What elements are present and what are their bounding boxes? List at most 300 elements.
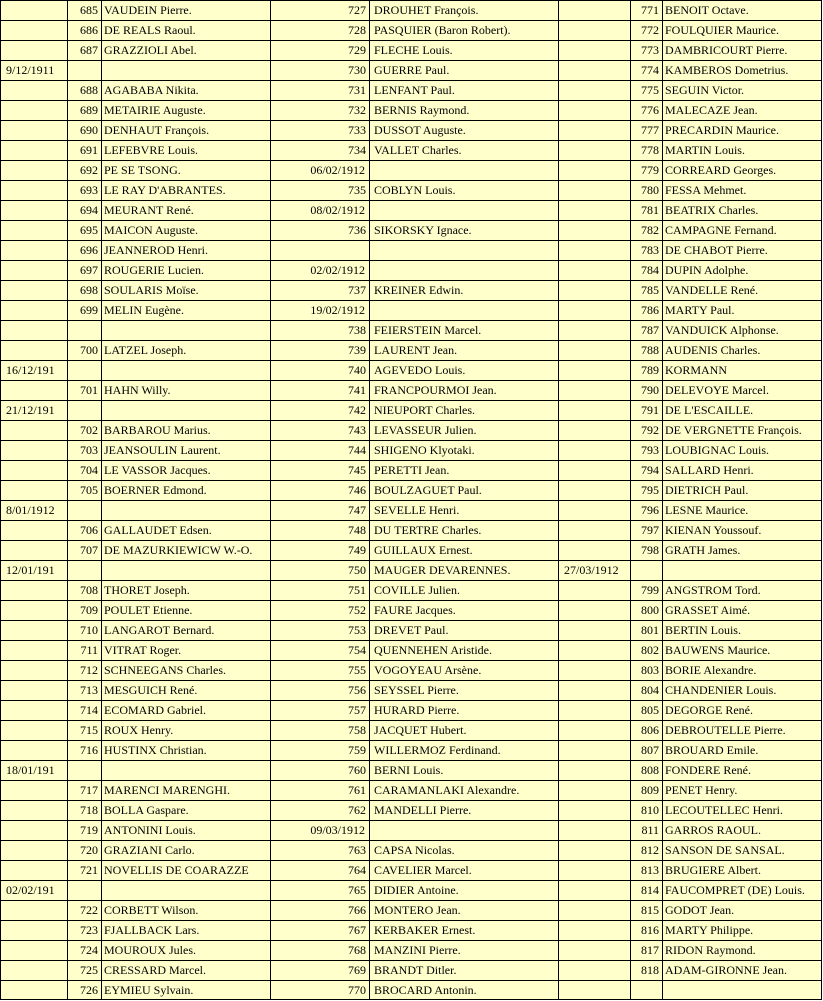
entry-name: PERETTI Jean. [374,463,450,477]
entry-name: ADAM-GIRONNE Jean. [665,963,787,977]
entry-name: DREVET Paul. [374,623,449,637]
entry-name: BROCARD Antonin. [374,983,477,997]
entry-date [558,60,630,80]
entry-number: 763 [348,843,366,857]
entry-date [0,900,67,920]
entry-name: CAMPAGNE Fernand. [665,223,777,237]
entry-number: 805 [641,703,659,717]
entry-name: HUSTINX Christian. [104,743,207,757]
entry-number [337,200,369,220]
entry-name: GRATH James. [665,543,741,557]
row-divider [0,960,822,961]
entry-date [558,640,630,660]
entry-date [558,300,630,320]
entry-date [558,980,630,1000]
entry-number: 777 [641,123,659,137]
entry-number: 809 [641,783,659,797]
entry-number: 702 [80,423,98,437]
entry-number: 812 [641,843,659,857]
entry-name: BENOIT Octave. [665,3,749,17]
entry-number: 746 [348,483,366,497]
entry-date [0,480,67,500]
entry-name: MARENCI MARENGHI. [104,783,230,797]
entry-date [558,340,630,360]
row-divider [0,620,822,621]
entry-name: CORREARD Georges. [665,163,777,177]
entry-number: 708 [80,583,98,597]
entry-name: LAURENT Jean. [374,343,458,357]
entry-date [558,400,630,420]
entry-number: 723 [80,923,98,937]
entry-number: 750 [348,563,366,577]
entry-date [558,860,630,880]
entry-date [558,440,630,460]
entry-number [67,880,101,900]
entry-number [337,160,369,180]
entry-number: 749 [348,543,366,557]
entry-number: 767 [348,923,366,937]
entry-date [0,980,67,1000]
entry-date [0,620,67,640]
entry-number: 815 [641,903,659,917]
entry-date [0,660,67,680]
entry-name: CAPSA Nicolas. [374,843,455,857]
entry-name: DEBROUTELLE Pierre. [665,723,786,737]
entry-name: BOLLA Gaspare. [104,803,189,817]
entry-date [558,840,630,860]
entry-name: LATZEL Joseph. [104,343,187,357]
entry-name: SALLARD Henri. [665,463,754,477]
entry-date [558,100,630,120]
entry-date [0,780,67,800]
entry-name: KIENAN Youssouf. [665,523,762,537]
entry-name: FLECHE Louis. [374,43,453,57]
row-divider [0,80,822,81]
entry-number: 759 [348,743,366,757]
entry-name: FOULQUIER Maurice. [665,23,779,37]
entry-name [662,560,822,580]
entry-date [0,40,67,60]
entry-name: BOERNER Edmond. [104,483,207,497]
entry-number: 751 [348,583,366,597]
entry-number: 765 [348,883,366,897]
row-divider [0,400,822,401]
entry-date: 12/01/191 [6,563,55,577]
row-divider [0,0,822,1]
row-divider [0,40,822,41]
entry-date [0,280,67,300]
entry-number: 693 [80,183,98,197]
row-divider [0,800,822,801]
row-divider [0,300,822,301]
entry-date: 09/03/1912 [310,823,365,837]
entry-number: 753 [348,623,366,637]
row-divider [0,820,822,821]
entry-date [558,780,630,800]
entry-number: 729 [348,43,366,57]
entry-name [371,300,558,320]
entry-name: LECOUTELLEC Henri. [665,803,783,817]
entry-number: 793 [641,443,659,457]
entry-date [558,0,630,20]
entry-name: EYMIEU Sylvain. [104,983,194,997]
row-divider [0,140,822,141]
entry-number: 789 [641,363,659,377]
entry-number: 783 [641,243,659,257]
entry-number: 818 [641,963,659,977]
entry-number: 704 [80,463,98,477]
entry-date [0,600,67,620]
entry-name: AGABABA Nikita. [104,83,199,97]
entry-number: 791 [641,403,659,417]
entry-number: 732 [348,103,366,117]
entry-name: POULET Etienne. [104,603,193,617]
entry-name: DROUHET François. [374,3,479,17]
entry-date [0,140,67,160]
entry-name: DIDIER Antoine. [374,883,459,897]
entry-name: SOULARIS Moïse. [104,283,199,297]
entry-number: 797 [641,523,659,537]
entry-number: 770 [348,983,366,997]
entry-number: 760 [348,763,366,777]
entry-name: FAUCOMPRET (DE) Louis. [665,883,805,897]
entry-number: 703 [80,443,98,457]
entry-name: SEYSSEL Pierre. [374,683,459,697]
entry-name [371,200,558,220]
entry-name: LENFANT Paul. [374,83,455,97]
entry-number: 762 [348,803,366,817]
entry-name: MALECAZE Jean. [665,103,758,117]
entry-number [67,320,101,340]
entry-number: 740 [348,363,366,377]
entry-number: 792 [641,423,659,437]
entry-name: VANDUICK Alphonse. [665,323,779,337]
entry-date [0,420,67,440]
entry-name [101,500,270,520]
entry-name: ROUGERIE Lucien. [104,263,204,277]
entry-name: BEATRIX Charles. [665,203,759,217]
entry-name: KREINER Edwin. [374,283,464,297]
entry-date [558,740,630,760]
entry-number [67,760,101,780]
entry-date [558,680,630,700]
entry-date [558,580,630,600]
entry-number: 730 [348,63,366,77]
entry-number: 817 [641,943,659,957]
entry-name: GALLAUDET Edsen. [104,523,212,537]
row-divider [0,840,822,841]
entry-date [0,680,67,700]
entry-date [0,320,67,340]
entry-date [0,460,67,480]
row-divider [0,200,822,201]
entry-date [558,540,630,560]
entry-name: VALLET Charles. [374,143,462,157]
entry-number: 798 [641,543,659,557]
entry-name: MAUGER DEVARENNES. [374,563,511,577]
entry-number: 810 [641,803,659,817]
entry-name: GRAZIANI Carlo. [104,843,195,857]
entry-number: 695 [80,223,98,237]
entry-date [0,80,67,100]
entry-name: HAHN Willy. [104,383,171,397]
entry-number: 799 [641,583,659,597]
entry-name: LE VASSOR Jacques. [104,463,211,477]
entry-date [0,0,67,20]
entry-name: VANDELLE René. [665,283,759,297]
entry-name: MANDELLI Pierre. [374,803,472,817]
row-divider [0,940,822,941]
entry-name: MOUROUX Jules. [104,943,197,957]
entry-number: 800 [641,603,659,617]
entry-name: THORET Joseph. [104,583,190,597]
entry-name: DE REALS Raoul. [104,23,196,37]
entry-name: FONDERE René. [665,763,751,777]
entry-name [101,60,270,80]
entry-number: 736 [348,223,366,237]
entry-name [371,160,558,180]
entry-name: ANTONINI Louis. [104,823,196,837]
entry-name [101,880,270,900]
entry-number: 694 [80,203,98,217]
entry-date [0,720,67,740]
entry-number: 795 [641,483,659,497]
entry-number: 733 [348,123,366,137]
row-divider [0,100,822,101]
entry-number: 685 [80,3,98,17]
entry-name [371,240,558,260]
entry-name: AGEVEDO Louis. [374,363,466,377]
row-divider [0,60,822,61]
entry-number: 688 [80,83,98,97]
entry-name: MONTERO Jean. [374,903,461,917]
entry-name [371,820,558,840]
entry-name: DEGORGE René. [665,703,753,717]
entry-date [558,700,630,720]
entry-number: 774 [641,63,659,77]
entry-name: GUERRE Paul. [374,63,450,77]
entry-name: DE CHABOT Pierre. [665,243,768,257]
entry-date: 19/02/1912 [310,303,365,317]
entry-date [558,420,630,440]
entry-number [337,260,369,280]
entry-number [630,560,662,580]
row-divider [0,320,822,321]
entry-name [662,980,822,1000]
row-divider [0,440,822,441]
entry-number: 690 [80,123,98,137]
entry-number: 698 [80,283,98,297]
entry-number: 728 [348,23,366,37]
entry-number: 705 [80,483,98,497]
entry-name: CARAMANLAKI Alexandre. [374,783,520,797]
entry-name: DUSSOT Auguste. [374,123,466,137]
entry-name [101,560,270,580]
entry-number: 718 [80,803,98,817]
entry-name: BROUARD Emile. [665,743,759,757]
entry-number: 787 [641,323,659,337]
entry-date [0,740,67,760]
entry-date [0,920,67,940]
row-divider [0,860,822,861]
entry-name: DE VERGNETTE François. [665,423,802,437]
entry-number: 699 [80,303,98,317]
entry-name: CHANDENIER Louis. [665,683,777,697]
entry-number: 802 [641,643,659,657]
entry-name: GODOT Jean. [665,903,735,917]
entry-name: GRASSET Aimé. [665,603,751,617]
row-divider [0,460,822,461]
entry-name: METAIRIE Auguste. [104,103,206,117]
row-divider [0,900,822,901]
entry-name: SHIGENO Klyotaki. [374,443,475,457]
entry-date: 21/12/191 [6,403,55,417]
entry-date [558,620,630,640]
entry-number: 687 [80,43,98,57]
row-divider [0,540,822,541]
entry-number: 742 [348,403,366,417]
entry-date [558,180,630,200]
entry-number: 801 [641,623,659,637]
entry-number: 788 [641,343,659,357]
entry-name: BERNI Louis. [374,763,444,777]
entry-number: 778 [641,143,659,157]
entry-name: SEGUIN Victor. [665,83,745,97]
entry-number: 744 [348,443,366,457]
entry-name [101,400,270,420]
entry-number: 772 [641,23,659,37]
entry-name: HURARD Pierre. [374,703,460,717]
entry-date [0,220,67,240]
entry-number: 727 [348,3,366,17]
entry-name: GRAZZIOLI Abel. [104,43,197,57]
entry-date [0,520,67,540]
entry-name: COBLYN Louis. [374,183,456,197]
entry-name: RIDON Raymond. [665,943,756,957]
row-divider [0,920,822,921]
row-divider [0,240,822,241]
entry-number: 764 [348,863,366,877]
entry-name: BARBAROU Marius. [104,423,211,437]
row-divider [0,340,822,341]
entry-date: 8/01/1912 [6,503,55,517]
entry-name: DUPIN Adolphe. [665,263,749,277]
entry-name: KORMANN [665,363,728,377]
entry-name: MELIN Eugène. [104,303,184,317]
entry-number: 717 [80,783,98,797]
entry-name: FAURE Jacques. [374,603,456,617]
entry-number: 811 [641,823,659,837]
entry-number: 803 [641,663,659,677]
entry-number: 706 [80,523,98,537]
entry-date [558,460,630,480]
entry-date [0,440,67,460]
entry-number: 784 [641,263,659,277]
entry-number: 786 [641,303,659,317]
entry-number: 711 [80,643,98,657]
entry-number: 739 [348,343,366,357]
entry-number [337,820,369,840]
entry-name: LE RAY D'ABRANTES. [104,183,226,197]
entry-name: BRUGIERE Albert. [665,863,761,877]
entry-name: PRECARDIN Maurice. [665,123,779,137]
entry-number [67,560,101,580]
entry-name: FRANCPOURMOI Jean. [374,383,497,397]
entry-date [558,160,630,180]
entry-name: JEANSOULIN Laurent. [104,443,221,457]
entry-date [0,340,67,360]
entry-date [0,640,67,660]
entry-number: 806 [641,723,659,737]
entry-number: 790 [641,383,659,397]
row-divider [0,600,822,601]
entry-number: 775 [641,83,659,97]
entry-name: QUENNEHEN Aristide. [374,643,492,657]
entry-number: 738 [348,323,366,337]
entry-number: 781 [641,203,659,217]
row-divider [0,160,822,161]
entry-name: JEANNEROD Henri. [104,243,208,257]
entry-number: 691 [80,143,98,157]
entry-number [630,980,662,1000]
entry-name: JACQUET Hubert. [374,723,467,737]
entry-name: DELEVOYE Marcel. [665,383,769,397]
entry-name: LESNE Maurice. [665,503,749,517]
entry-name: BERNIS Raymond. [374,103,470,117]
entry-number: 771 [641,3,659,17]
entry-number: 710 [80,623,98,637]
entry-number: 766 [348,903,366,917]
entry-date [558,320,630,340]
entry-date [558,720,630,740]
entry-name: MEURANT René. [104,203,194,217]
row-divider [0,20,822,21]
row-divider [0,700,822,701]
entry-date: 16/12/191 [6,363,55,377]
row-divider [0,560,822,561]
entry-date [558,960,630,980]
entry-number [67,500,101,520]
entry-number [67,360,101,380]
entry-name: CORBETT Wilson. [104,903,199,917]
entry-name: BAUWENS Maurice. [665,643,771,657]
entry-date [0,240,67,260]
entry-date [0,940,67,960]
entry-date [558,920,630,940]
entry-name: GARROS RAOUL. [665,823,762,837]
entry-number [337,300,369,320]
entry-name: MARTY Paul. [665,303,735,317]
entry-name: PASQUIER (Baron Robert). [374,23,511,37]
entry-number: 779 [641,163,659,177]
entry-date [558,880,630,900]
entry-date: 02/02/1912 [310,263,365,277]
entry-number: 689 [80,103,98,117]
row-divider [0,180,822,181]
entry-number: 780 [641,183,659,197]
entry-name: SCHNEEGANS Charles. [104,663,226,677]
entry-number: 692 [80,163,98,177]
entry-number: 707 [80,543,98,557]
row-divider [0,220,822,221]
entry-number: 701 [80,383,98,397]
entry-name: COVILLE Julien. [374,583,460,597]
entry-number: 754 [348,643,366,657]
entry-number: 761 [348,783,366,797]
entry-name: MARTIN Louis. [665,143,745,157]
entry-name: ROUX Henry. [104,723,174,737]
entry-name: DU TERTRE Charles. [374,523,482,537]
